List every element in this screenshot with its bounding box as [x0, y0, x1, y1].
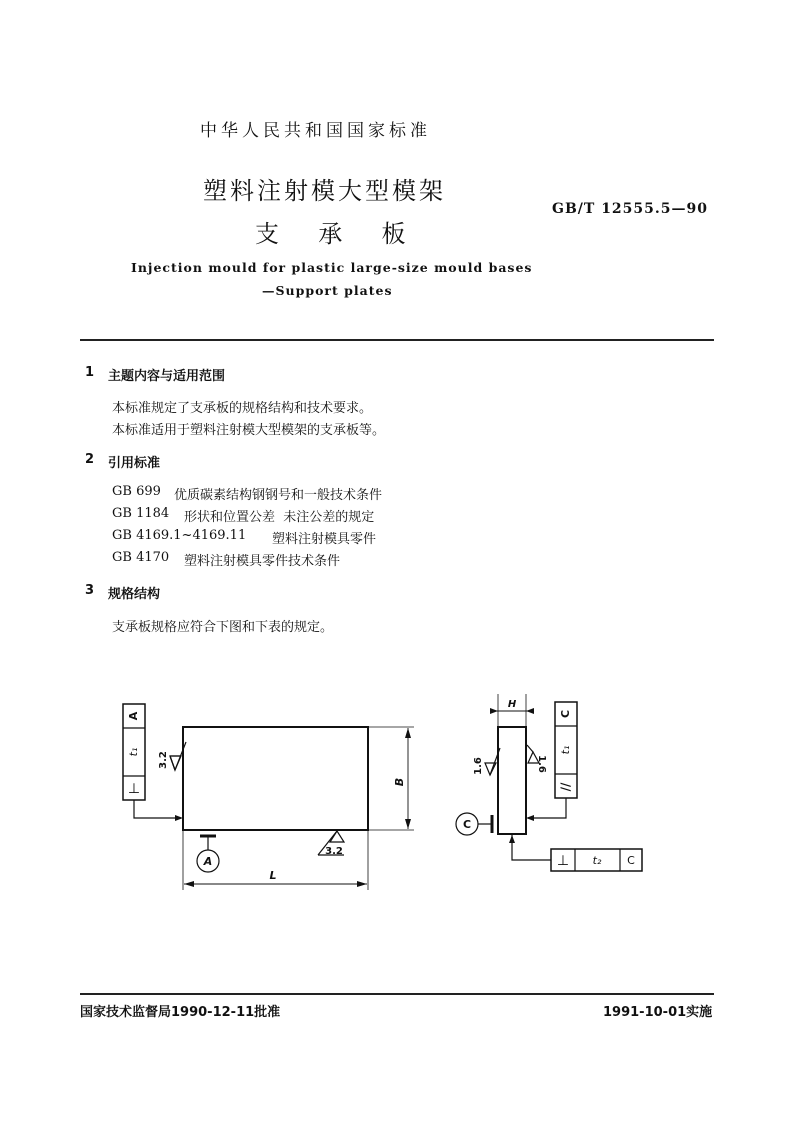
paragraph: 支承板规格应符合下图和下表的规定。	[112, 620, 334, 635]
dimension-label-l: L	[269, 869, 277, 882]
frame-tolerance: t₁	[559, 745, 572, 755]
perpendicularity-feature-control-frame	[509, 834, 642, 871]
document-subtitle: 支 承 板	[255, 220, 414, 248]
english-title: Injection mould for plastic large-size mould bases	[131, 260, 533, 275]
english-subtitle: —Support plates	[262, 283, 393, 298]
roughness-value: 3.2	[325, 846, 343, 857]
section-heading: 规格结构	[108, 587, 161, 602]
roughness-symbol-side-right	[527, 745, 547, 773]
section-number: 3	[85, 583, 95, 598]
datum-letter: C	[462, 818, 472, 831]
frame-datum-letter: A	[127, 711, 140, 721]
standard-code: GB/T 12555.5—90	[552, 201, 708, 217]
frame-tolerance: t₂	[592, 854, 602, 867]
roughness-value: 3.2	[158, 751, 169, 769]
datum-a	[197, 836, 219, 872]
reference-code: GB 4170	[112, 550, 170, 565]
header-divider	[80, 339, 714, 341]
approval-date: 国家技术监督局1990-12-11批准	[80, 1005, 281, 1020]
reference-title: 优质碳素结构钢钢号和一般技术条件	[174, 488, 383, 503]
footer-divider	[80, 993, 714, 995]
roughness-value: 1.6	[536, 755, 547, 773]
section-number: 1	[85, 365, 95, 380]
reference-code: GB 1184	[112, 506, 170, 521]
dimension-b	[368, 727, 414, 830]
front-view-plate	[183, 727, 368, 830]
section-number: 2	[85, 452, 95, 467]
reference-title: 形状和位置公差 未注公差的规定	[184, 510, 375, 525]
roughness-value: 1.6	[473, 757, 484, 775]
paragraph: 本标准适用于塑料注射模大型模架的支承板等。	[112, 423, 386, 438]
datum-c	[456, 813, 492, 835]
dimension-label-b: B	[393, 777, 406, 787]
perpendicularity-symbol: ⊥	[127, 781, 141, 797]
section-heading: 主题内容与适用范围	[108, 369, 226, 384]
document-title: 塑料注射模大型模架	[203, 177, 446, 205]
perpendicularity-symbol: ⊥	[556, 853, 570, 869]
reference-code: GB 4169.1~4169.11	[112, 528, 247, 543]
frame-datum-letter: C	[559, 709, 572, 719]
roughness-symbol-bottom	[318, 831, 344, 857]
front-feature-control-frame	[123, 704, 183, 821]
side-view-plate	[498, 727, 526, 834]
national-standard-label: 中华人民共和国国家标准	[200, 121, 431, 141]
reference-code: GB 699	[112, 484, 161, 499]
effective-date: 1991-10-01实施	[603, 1005, 713, 1020]
parallelism-feature-control-frame	[526, 702, 577, 821]
section-heading: 引用标准	[108, 456, 161, 471]
parallelism-symbol: //	[558, 782, 573, 792]
reference-title: 塑料注射模具零件技术条件	[184, 554, 341, 569]
frame-tolerance: t₁	[127, 747, 140, 757]
frame-datum-letter: C	[627, 854, 635, 867]
roughness-symbol-side-left	[473, 748, 500, 775]
dimension-h	[490, 694, 534, 727]
dimension-label-h: H	[507, 699, 517, 710]
datum-letter: A	[203, 855, 213, 868]
paragraph: 本标准规定了支承板的规格结构和技术要求。	[112, 401, 373, 416]
support-plate-drawing	[0, 690, 794, 990]
reference-title: 塑料注射模具零件	[272, 532, 377, 547]
roughness-symbol-left	[158, 742, 186, 770]
